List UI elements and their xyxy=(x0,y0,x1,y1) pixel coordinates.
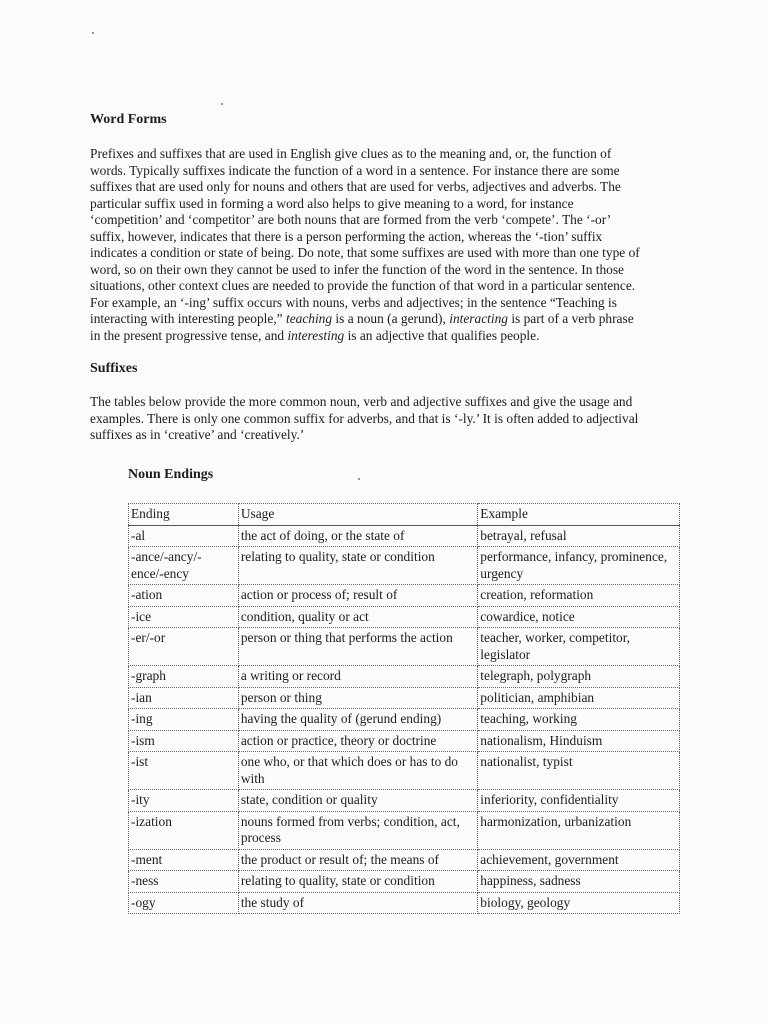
column-header-example: Example xyxy=(478,504,680,526)
example-cell: politician, amphibian xyxy=(478,687,680,709)
table-row xyxy=(129,547,680,585)
ending-cell: -ogy xyxy=(129,892,239,914)
example-cell: creation, reformation xyxy=(478,585,680,607)
example-cell: nationalism, Hinduism xyxy=(478,730,680,752)
ending-cell: -ation xyxy=(129,585,239,607)
scan-speck xyxy=(358,478,360,480)
example-cell: biology, geology xyxy=(478,892,680,914)
ending-cell: -ity xyxy=(129,790,239,812)
example-cell: nationalist, typist xyxy=(478,752,680,790)
example-cell: teaching, working xyxy=(478,709,680,731)
ending-cell: -ism xyxy=(129,730,239,752)
example-cell: happiness, sadness xyxy=(478,871,680,893)
word-forms-paragraph: Prefixes and suffixes that are used in English give clues as to the meaning and, or, the function of words. Typically suffixes indicate the function of a word in a sentence. For instance there are some suffixes that are used only for nouns and others that are used for verbs, adjectives and adverbs. The particular suffix used in forming a word also helps to give meaning to a word, for instance ‘competition’ and ‘competitor’ are both nouns that are formed from the verb ‘compete’. The ‘-or’ suffix, however, indicates that there is a person performing the action, whereas the ‘-tion’ suffix indicates a condition or state of being. Do note, that some suffixes are used with more than one type of word, so on their own they cannot be used to infer the function of the word in the sentence. In those situations, other context clues are needed to provide the function of that word in a particular sentence. For example, an ‘-ing’ suffix occurs with nouns, verbs and adjectives; in the sentence “Teaching is interacting with interesting people,” teaching is a noun (a gerund), interacting is part of a verb phrase in the present progressive tense, and interesting is an adjective that qualifies people. xyxy=(90,146,640,343)
table-row xyxy=(129,811,680,849)
column-header-usage: Usage xyxy=(238,504,477,526)
usage-cell: having the quality of (gerund ending) xyxy=(238,709,477,731)
word-forms-heading: Word Forms xyxy=(90,112,167,127)
table-row xyxy=(129,709,680,731)
table-row xyxy=(129,687,680,709)
ending-cell: -ian xyxy=(129,687,239,709)
usage-cell: state, condition or quality xyxy=(238,790,477,812)
usage-cell: one who, or that which does or has to do with xyxy=(238,752,477,790)
usage-cell: the study of xyxy=(238,892,477,914)
table-header-row xyxy=(129,504,680,526)
table-row xyxy=(129,849,680,871)
example-cell: cowardice, notice xyxy=(478,606,680,628)
ending-cell: -er/-or xyxy=(129,628,239,666)
ending-cell: -ance/-ancy/-ence/-ency xyxy=(129,547,239,585)
suffixes-heading: Suffixes xyxy=(90,361,138,376)
example-cell: telegraph, polygraph xyxy=(478,666,680,688)
table-row xyxy=(129,628,680,666)
usage-cell: the act of doing, or the state of xyxy=(238,525,477,547)
ending-cell: -graph xyxy=(129,666,239,688)
table-row xyxy=(129,525,680,547)
example-cell: betrayal, refusal xyxy=(478,525,680,547)
column-header-ending: Ending xyxy=(129,504,239,526)
suffixes-paragraph: The tables below provide the more common noun, verb and adjective suffixes and give the usage and examples. There is only one common suffix for adverbs, and that is ‘-ly.’ It is often added to adjectival suffixes as in ‘creative’ and ‘creatively.’ xyxy=(90,394,639,442)
noun-endings-rows xyxy=(129,525,680,914)
example-cell: performance, infancy, prominence, urgency xyxy=(478,547,680,585)
usage-cell: a writing or record xyxy=(238,666,477,688)
usage-cell: condition, quality or act xyxy=(238,606,477,628)
example-cell: teacher, worker, competitor, legislator xyxy=(478,628,680,666)
table-row xyxy=(129,790,680,812)
ending-cell: -ice xyxy=(129,606,239,628)
example-cell: inferiority, confidentiality xyxy=(478,790,680,812)
usage-cell: the product or result of; the means of xyxy=(238,849,477,871)
table-row xyxy=(129,585,680,607)
usage-cell: action or process of; result of xyxy=(238,585,477,607)
example-cell: harmonization, urbanization xyxy=(478,811,680,849)
ending-cell: -ing xyxy=(129,709,239,731)
ending-cell: -ization xyxy=(129,811,239,849)
table-row xyxy=(129,752,680,790)
noun-endings-heading: Noun Endings xyxy=(128,467,214,482)
table-row xyxy=(129,892,680,914)
ending-cell: -al xyxy=(129,525,239,547)
scan-speck xyxy=(92,32,94,34)
usage-cell: action or practice, theory or doctrine xyxy=(238,730,477,752)
noun-endings-table xyxy=(128,503,680,914)
usage-cell: person or thing xyxy=(238,687,477,709)
ending-cell: -ness xyxy=(129,871,239,893)
table-row xyxy=(129,606,680,628)
usage-cell: relating to quality, state or condition xyxy=(238,547,477,585)
table-row xyxy=(129,666,680,688)
usage-cell: person or thing that performs the action xyxy=(238,628,477,666)
usage-cell: nouns formed from verbs; condition, act, process xyxy=(238,811,477,849)
ending-cell: -ist xyxy=(129,752,239,790)
example-cell: achievement, government xyxy=(478,849,680,871)
table-row xyxy=(129,871,680,893)
scan-speck xyxy=(221,103,223,105)
usage-cell: relating to quality, state or condition xyxy=(238,871,477,893)
ending-cell: -ment xyxy=(129,849,239,871)
table-row xyxy=(129,730,680,752)
